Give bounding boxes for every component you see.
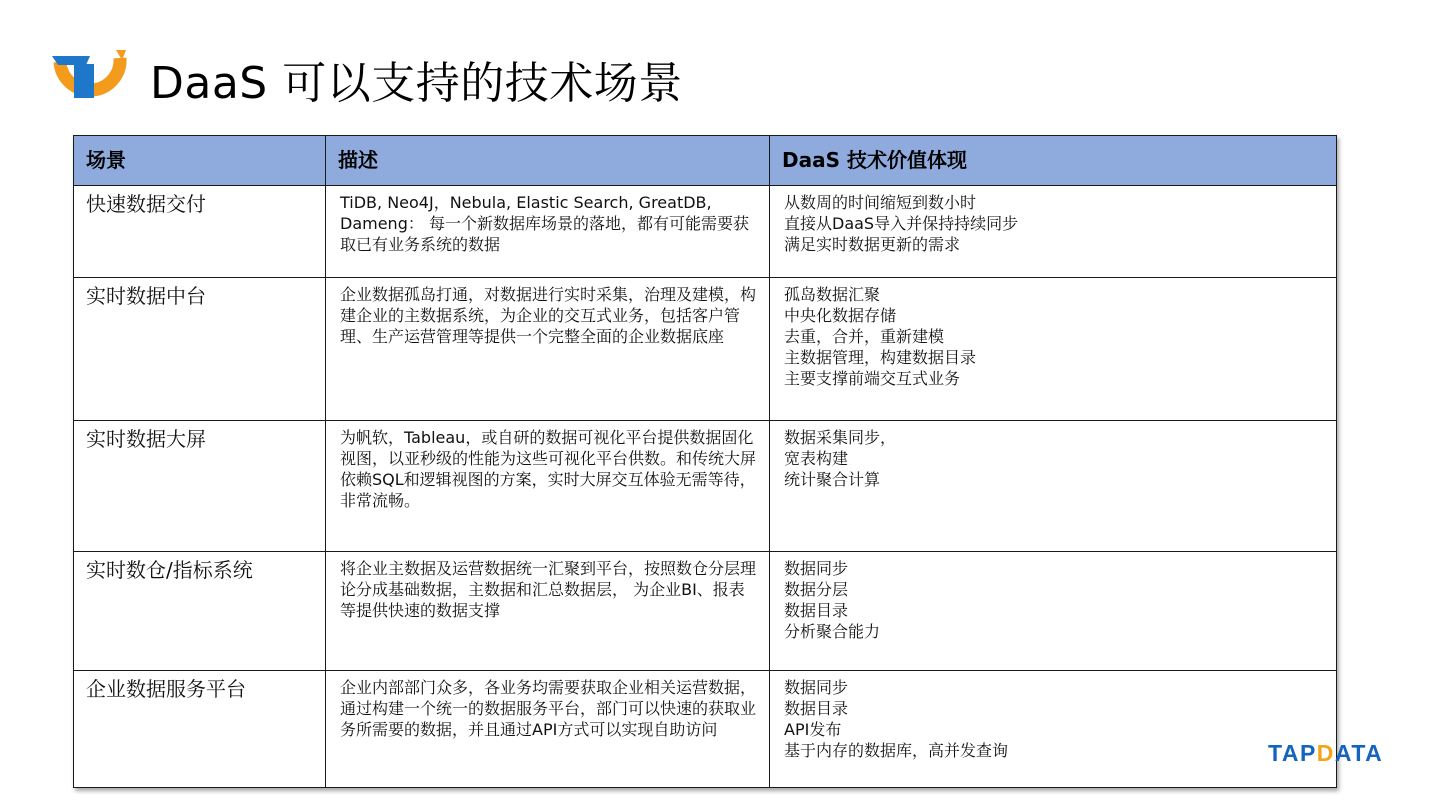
brand-text-d: D [1316,740,1335,766]
value-item: 中央化数据存储 [784,306,897,325]
page-title: DaaS 可以支持的技术场景 [150,58,683,109]
brand-wordmark [1268,738,1383,768]
column-header-description: 描述 [326,136,770,186]
table-row [74,552,1337,671]
table-header-row [74,136,1337,186]
value-cell [770,671,1337,788]
value-item: 数据分层 [784,580,849,599]
value-item: 从数周的时间缩短到数小时 [784,193,977,212]
value-item: 分析聚合能力 [784,622,881,641]
value-item: 去重，合并，重新建模 [784,327,945,346]
table-row [74,671,1337,788]
column-header-daas-value: DaaS 技术价值体现 [770,136,1337,186]
value-cell [770,421,1337,552]
brand-text-ata: ATA [1334,740,1384,766]
scene-cell: 实时数仓/指标系统 [74,552,326,671]
value-item: 孤岛数据汇聚 [784,285,881,304]
value-item: 数据同步 [784,559,849,578]
value-item: 数据同步 [784,678,849,697]
value-item: 直接从DaaS导入并保持持续同步 [784,214,1019,233]
value-item: 统计聚合计算 [784,470,881,489]
value-item: API发布 [784,720,842,739]
description-cell: 企业内部部门众多，各业务均需要获取企业相关运营数据，通过构建一个统一的数据服务平台，部门可以快速的获取业务所需要的数据，并且通过API方式可以实现自助访问 [326,671,770,788]
scene-cell: 实时数据中台 [74,278,326,421]
value-item: 基于内存的数据库，高并发查询 [784,741,1009,760]
value-item: 主数据管理，构建数据目录 [784,348,977,367]
table-row [74,278,1337,421]
value-item: 数据采集同步， [784,428,897,447]
tapdata-logo-icon [50,50,128,116]
column-header-scene: 场景 [74,136,326,186]
description-cell: 为帆软，Tableau，或自研的数据可视化平台提供数据固化视图，以亚秒级的性能为这些可视化平台供数。和传统大屏依赖SQL和逻辑视图的方案，实时大屏交互体验无需等待，非常流畅。 [326,421,770,552]
scene-cell: 企业数据服务平台 [74,671,326,788]
value-cell [770,186,1337,278]
scenario-table [73,135,1337,788]
value-cell [770,278,1337,421]
value-item: 数据目录 [784,601,849,620]
description-cell: 将企业主数据及运营数据统一汇聚到平台，按照数仓分层理论分成基础数据，主数据和汇总数据层， 为企业BI、报表等提供快速的数据支撑 [326,552,770,671]
value-item: 满足实时数据更新的需求 [784,235,961,254]
description-cell: TiDB, Neo4J，Nebula, Elastic Search, GreatDB, Dameng： 每一个新数据库场景的落地，都有可能需要获取已有业务系统的数据 [326,186,770,278]
scene-cell: 实时数据大屏 [74,421,326,552]
description-cell: 企业数据孤岛打通，对数据进行实时采集，治理及建模，构建企业的主数据系统，为企业的交互式业务，包括客户管理、生产运营管理等提供一个完整全面的企业数据底座 [326,278,770,421]
value-item: 宽表构建 [784,449,849,468]
table-row [74,421,1337,552]
value-cell [770,552,1337,671]
brand-text-tap: TAP [1268,740,1317,766]
scene-cell: 快速数据交付 [74,186,326,278]
table-row [74,186,1337,278]
value-item: 主要支撑前端交互式业务 [784,369,961,388]
value-item: 数据目录 [784,699,849,718]
